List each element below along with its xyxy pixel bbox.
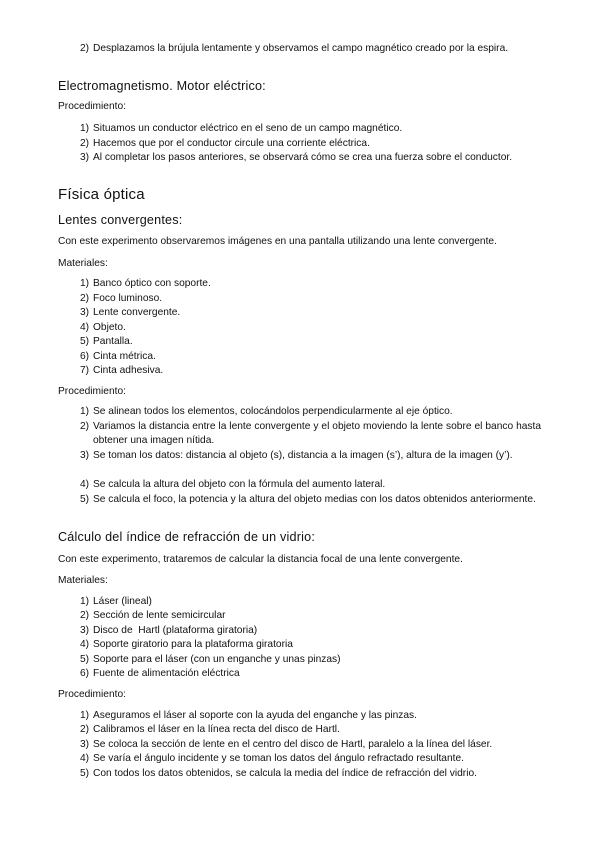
materials-label: Materiales:: [58, 575, 108, 586]
list-number: 6): [79, 668, 89, 679]
procedure-label: Procedimiento:: [58, 386, 126, 397]
procedure-label: Procedimiento:: [58, 689, 126, 700]
intro-paragraph: Con este experimento observaremos imágenes en una pantalla utilizando una lente convergente.: [58, 236, 497, 247]
procedure-label: Procedimiento:: [58, 101, 126, 112]
list-number: 2): [79, 293, 89, 304]
list-text: Desplazamos la brújula lentamente y observamos el campo magnético creado por la espira.: [93, 43, 509, 54]
list-number: 5): [79, 336, 89, 347]
section-heading: Cálculo del índice de refracción de un vidrio:: [58, 530, 316, 544]
list-number: 3): [79, 307, 89, 318]
list-number: 2): [79, 138, 89, 149]
list-text: Cinta adhesiva.: [93, 365, 164, 376]
list-text: Al completar los pasos anteriores, se observará cómo se crea una fuerza sobre el conductor.: [93, 152, 513, 163]
list-number: 2): [79, 610, 89, 621]
list-text: Aseguramos el láser al soporte con la ayuda del enganche y las pinzas.: [93, 710, 417, 721]
list-number: 3): [79, 625, 89, 636]
list-text: Se coloca la sección de lente en el centro del disco de Hartl, paralelo a la línea del láser.: [93, 739, 493, 750]
list-number: 2): [79, 421, 89, 432]
materials-label: Materiales:: [58, 258, 108, 269]
list-number: 7): [79, 365, 89, 376]
list-text: Situamos un conductor eléctrico en el seno de un campo magnético.: [93, 123, 403, 134]
list-text: Sección de lente semicircular: [93, 610, 226, 621]
list-text: Disco de Hartl (plataforma giratoria): [93, 625, 258, 636]
list-number: 1): [79, 710, 89, 721]
list-text: Se calcula el foco, la potencia y la altura del objeto medias con los datos obtenidos anteriormente.: [93, 494, 536, 505]
list-text: Láser (lineal): [93, 596, 152, 607]
list-number: 4): [79, 322, 89, 333]
list-text: Cinta métrica.: [93, 351, 156, 362]
section-heading: Electromagnetismo. Motor eléctrico:: [58, 79, 266, 93]
list-text: Se alinean todos los elementos, colocándolos perpendicularmente al eje óptico.: [93, 406, 453, 417]
list-number: 1): [79, 278, 89, 289]
list-number: 6): [79, 351, 89, 362]
list-text: Foco luminoso.: [93, 293, 163, 304]
section-heading: Lentes convergentes:: [58, 213, 183, 227]
list-number: 3): [79, 152, 89, 163]
list-number: 4): [79, 753, 89, 764]
list-text: Lente convergente.: [93, 307, 181, 318]
list-text: Pantalla.: [93, 336, 133, 347]
list-number: 1): [79, 596, 89, 607]
list-text: Soporte giratorio para la plataforma giratoria: [93, 639, 293, 650]
list-number: 2): [79, 724, 89, 735]
intro-paragraph: Con este experimento, trataremos de calcular la distancia focal de una lente convergente.: [58, 554, 463, 565]
list-number: 3): [79, 450, 89, 461]
list-number: 4): [79, 479, 89, 490]
chapter-heading: Física óptica: [58, 186, 145, 203]
list-number: 3): [79, 739, 89, 750]
list-number: 5): [79, 768, 89, 779]
list-text: Calibramos el láser en la línea recta del disco de Hartl.: [93, 724, 340, 735]
list-number: 5): [79, 654, 89, 665]
list-number: 2): [79, 43, 89, 54]
list-text: Hacemos que por el conductor circule una corriente eléctrica.: [93, 138, 370, 149]
list-text: Soporte para el láser (con un enganche y unas pinzas): [93, 654, 341, 665]
list-number: 1): [79, 406, 89, 417]
list-number: 1): [79, 123, 89, 134]
list-text: Variamos la distancia entre la lente convergente y el objeto moviendo la lente sobre el banco hasta obtener una imagen nítida.: [93, 421, 541, 446]
list-text: Fuente de alimentación eléctrica: [93, 668, 240, 679]
list-text: Se varía el ángulo incidente y se toman los datos del ángulo refractado resultante.: [93, 753, 464, 764]
list-text: Banco óptico con soporte.: [93, 278, 211, 289]
list-text: Se toman los datos: distancia al objeto (s), distancia a la imagen (s’), altura de la imagen (y’).: [93, 450, 513, 461]
list-text: Objeto.: [93, 322, 126, 333]
list-number: 5): [79, 494, 89, 505]
list-text: Se calcula la altura del objeto con la fórmula del aumento lateral.: [93, 479, 386, 490]
list-text: Con todos los datos obtenidos, se calcula la media del índice de refracción del vidrio.: [93, 768, 477, 779]
list-number: 4): [79, 639, 89, 650]
